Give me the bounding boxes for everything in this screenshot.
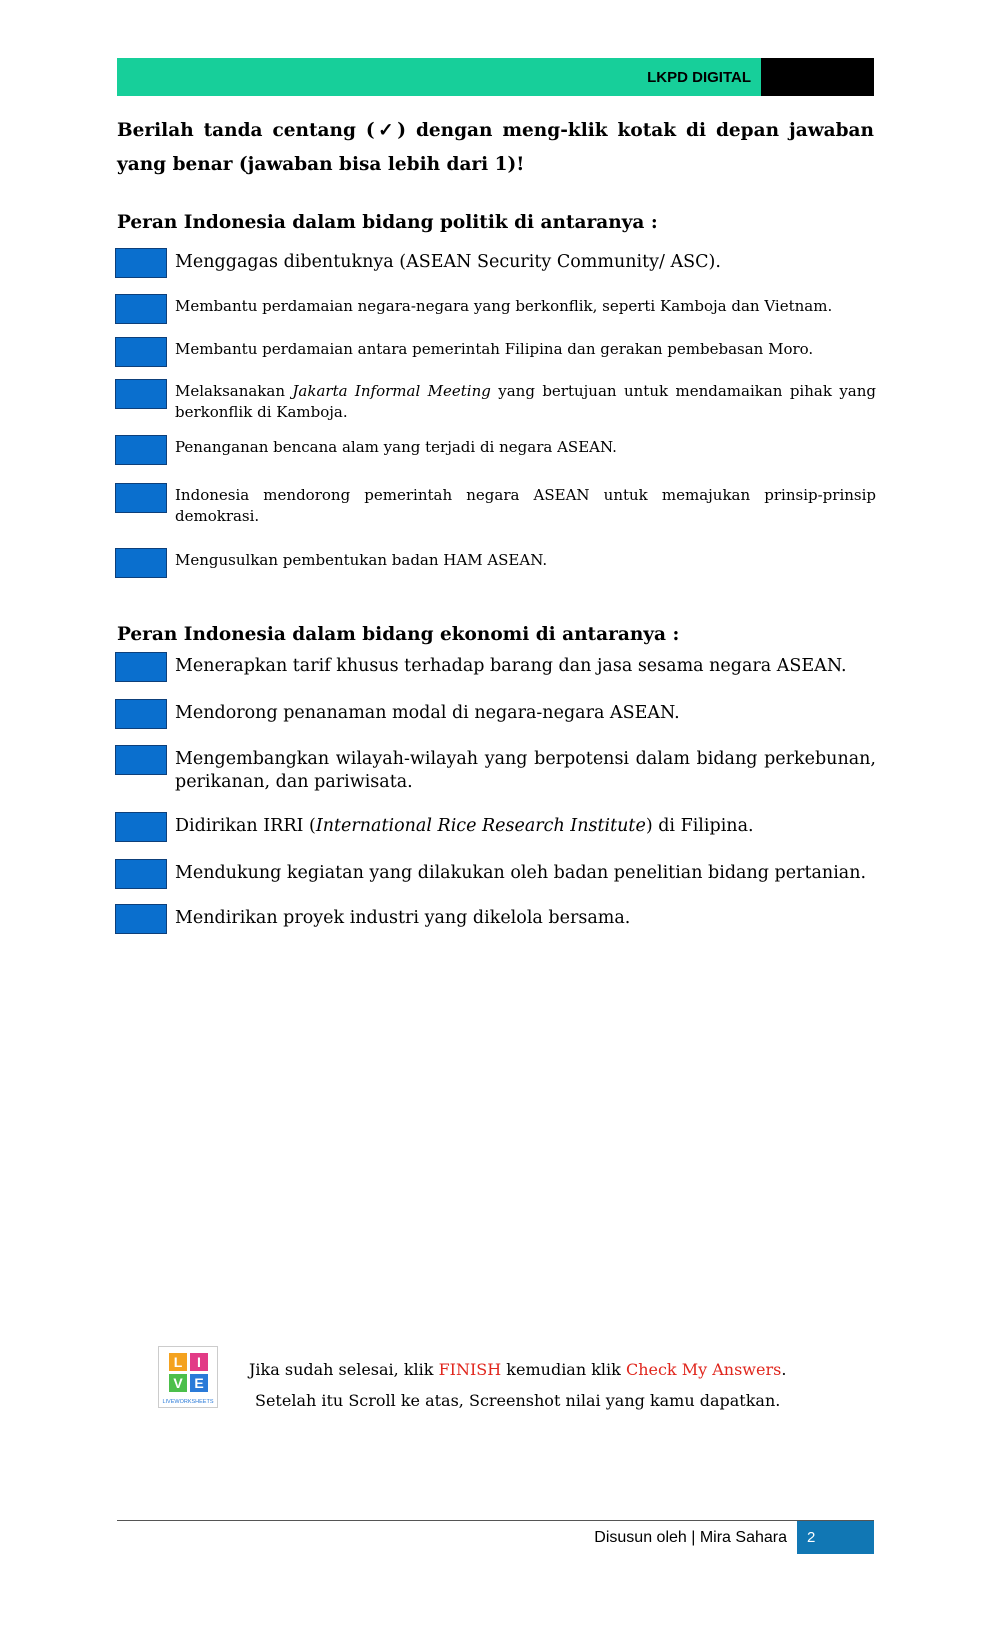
header-title: LKPD DIGITAL bbox=[647, 68, 751, 86]
logo-letter: I bbox=[190, 1353, 208, 1371]
answer-checkbox[interactable] bbox=[115, 483, 167, 513]
option-text: Mengembangkan wilayah-wilayah yang berpotensi dalam bidang perkebunan, perikanan, dan pariwisata. bbox=[175, 749, 876, 792]
option-text: Mendukung kegiatan yang dilakukan oleh badan penelitian bidang pertanian. bbox=[175, 863, 867, 883]
instruction-text: Berilah tanda centang (✓) dengan meng-klik kotak di depan jawaban yang benar (jawaban bisa lebih dari 1)! bbox=[117, 120, 874, 175]
logo-letter: L bbox=[169, 1353, 187, 1371]
section-title-ekonomi: Peran Indonesia dalam bidang ekonomi di antaranya : bbox=[117, 624, 680, 645]
header-black-band bbox=[761, 58, 874, 96]
check-answers-keyword: Check My Answers bbox=[625, 1360, 782, 1379]
option-text: Membantu perdamaian antara pemerintah Filipina dan gerakan pembebasan Moro. bbox=[175, 340, 814, 358]
logo-letter: V bbox=[169, 1374, 187, 1392]
option-text: Membantu perdamaian negara-negara yang berkonflik, seperti Kamboja dan Vietnam. bbox=[175, 297, 833, 315]
option-text: Didirikan IRRI (International Rice Research Institute) di Filipina. bbox=[175, 816, 754, 836]
answer-checkbox[interactable] bbox=[115, 337, 167, 367]
option-politik-6 bbox=[115, 483, 876, 527]
option-text: Mengusulkan pembentukan badan HAM ASEAN. bbox=[175, 551, 548, 569]
option-politik-2 bbox=[115, 294, 876, 324]
option-politik-4 bbox=[115, 379, 876, 423]
option-ekonomi-1 bbox=[115, 652, 876, 682]
option-ekonomi-3 bbox=[115, 745, 876, 794]
option-text: Penanganan bencana alam yang terjadi di negara ASEAN. bbox=[175, 438, 617, 456]
option-politik-5 bbox=[115, 435, 876, 465]
option-text: Indonesia mendorong pemerintah negara ASEAN untuk memajukan prinsip-prinsip demokrasi. bbox=[175, 486, 876, 525]
answer-checkbox[interactable] bbox=[115, 904, 167, 934]
header-bar bbox=[117, 58, 874, 96]
option-text: Menerapkan tarif khusus terhadap barang dan jasa sesama negara ASEAN. bbox=[175, 656, 847, 676]
section-title-politik: Peran Indonesia dalam bidang politik di antaranya : bbox=[117, 212, 658, 233]
finish-instructions bbox=[158, 1346, 798, 1412]
answer-checkbox[interactable] bbox=[115, 548, 167, 578]
option-politik-3 bbox=[115, 337, 876, 367]
option-ekonomi-6 bbox=[115, 904, 876, 934]
option-text: Menggagas dibentuknya (ASEAN Security Community/ ASC). bbox=[175, 252, 721, 272]
option-ekonomi-4 bbox=[115, 812, 876, 842]
option-text: Mendirikan proyek industri yang dikelola bersama. bbox=[175, 908, 631, 928]
option-text: Melaksanakan Jakarta Informal Meeting yang bertujuan untuk mendamaikan pihak yang berkonflik di Kamboja. bbox=[175, 382, 876, 421]
answer-checkbox[interactable] bbox=[115, 859, 167, 889]
footer-author: Disusun oleh | Mira Sahara bbox=[594, 1529, 787, 1546]
answer-checkbox[interactable] bbox=[115, 812, 167, 842]
page-number: 2 bbox=[797, 1521, 874, 1554]
option-text: Mendorong penanaman modal di negara-negara ASEAN. bbox=[175, 703, 680, 723]
finish-line-2: Setelah itu Scroll ke atas, Screenshot nilai yang kamu dapatkan. bbox=[255, 1391, 781, 1410]
liveworksheets-logo bbox=[158, 1346, 218, 1408]
answer-checkbox[interactable] bbox=[115, 294, 167, 324]
option-ekonomi-5 bbox=[115, 859, 876, 889]
finish-line-1: Jika sudah selesai, klik FINISH kemudian klik Check My Answers. bbox=[249, 1360, 787, 1379]
option-politik-7 bbox=[115, 548, 876, 578]
answer-checkbox[interactable] bbox=[115, 435, 167, 465]
logo-caption: LIVEWORKSHEETS bbox=[162, 1399, 214, 1405]
finish-keyword: FINISH bbox=[438, 1360, 502, 1379]
header-green-band bbox=[117, 58, 761, 96]
answer-checkbox[interactable] bbox=[115, 248, 167, 278]
logo-letter: E bbox=[190, 1374, 208, 1392]
option-politik-1 bbox=[115, 248, 876, 278]
answer-checkbox[interactable] bbox=[115, 745, 167, 775]
answer-checkbox[interactable] bbox=[115, 652, 167, 682]
option-ekonomi-2 bbox=[115, 699, 876, 729]
answer-checkbox[interactable] bbox=[115, 379, 167, 409]
answer-checkbox[interactable] bbox=[115, 699, 167, 729]
